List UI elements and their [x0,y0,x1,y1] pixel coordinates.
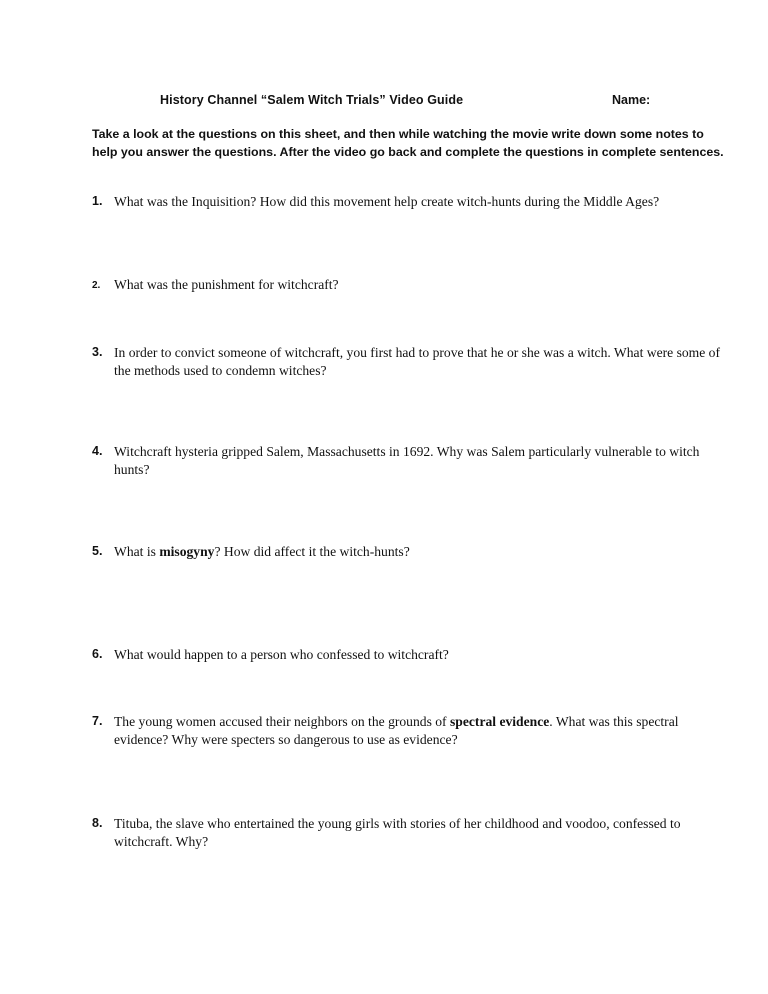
question-number: 2. [92,280,101,291]
question-text: What was the punishment for witchcraft? [114,277,339,292]
question-text-before: The young women accused their neighbors on the grounds of [114,714,450,729]
question-text: What was the Inquisition? How did this movement help create witch-hunts during the Middle Ages? [114,194,660,209]
question-text [114,713,724,748]
question-text-after: ? How did affect it the witch-hunts? [214,544,410,559]
question-number: 1. [92,194,103,208]
question-number: 6. [92,647,103,661]
question-number: 8. [92,816,103,830]
question-text-after: . What was this spectral evidence? Why were specters so dangerous to use as evidence? [114,714,679,747]
question-text: In order to convict someone of witchcraft, you first had to prove that he or she was a witch. What were some of the methods used to condemn witches? [114,345,720,378]
question-text: Witchcraft hysteria gripped Salem, Massachusetts in 1692. Why was Salem particularly vulnerable to witch hunts? [114,444,700,477]
key-term-misogyny: misogyny [159,544,215,559]
question-number: 7. [92,714,103,728]
question-number: 5. [92,544,103,558]
question-text: Tituba, the slave who entertained the young girls with stories of her childhood and voodoo, confessed to witchcraft. Why? [114,816,681,849]
worksheet-title: History Channel “Salem Witch Trials” Video Guide [160,93,464,107]
key-term-spectral-evidence: spectral evidence [450,714,550,729]
question-text-before: What is [114,544,160,559]
question-number: 3. [92,345,103,359]
instructions-text: Take a look at the questions on this sheet, and then while watching the movie write down some notes to help you answer the questions. After the video go back and complete the questions in complete sentences. [92,127,724,159]
question-text: What would happen to a person who confessed to witchcraft? [114,647,449,662]
question-number: 4. [92,444,103,458]
name-label: Name: [612,93,651,107]
question-text [114,543,724,561]
